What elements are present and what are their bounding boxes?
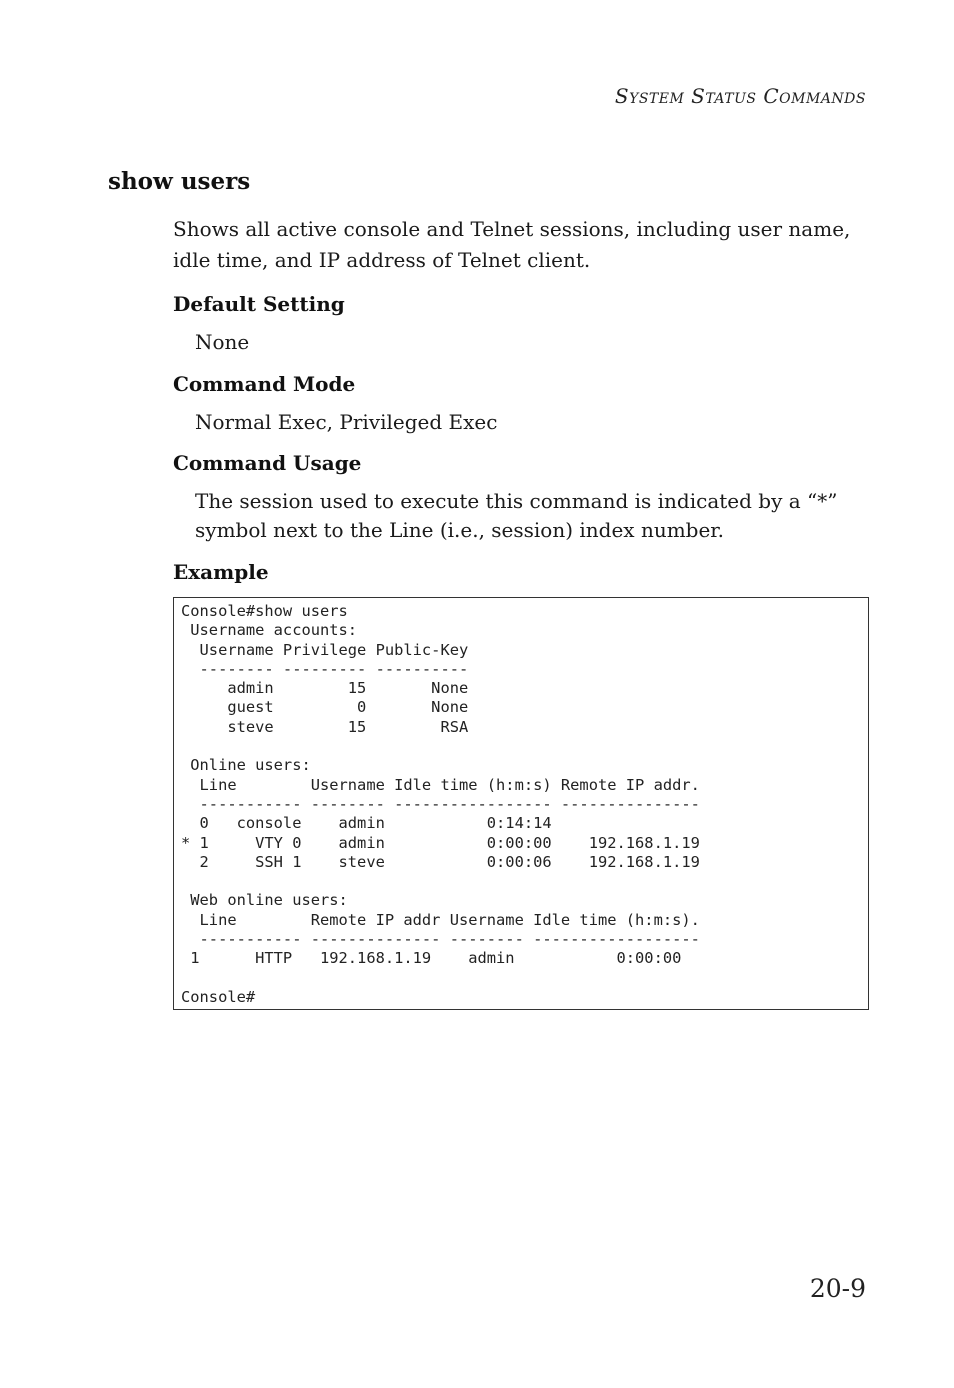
default-setting-heading: Default Setting <box>173 292 345 316</box>
code-example: Console#show users Username accounts: Username Privilege Public-Key -------- --------- ---------- admin 15 None guest 0 None steve 15 RSA Online users: Line Username Idle time (h:m:s) Remote IP addr. ----------- -------- ----------------- --------------- 0 console admin 0:14:14 * 1 VTY 0 admin 0:00:00 192.168.1.19 2 SSH 1 steve 0:00:06 192.168.1.19 Web online users: Line Remote IP addr Username Idle time (h:m:s). ----------- -------------- -------- ------------------ 1 HTTP 192.168.1.19 admin 0:00:00 Console# <box>181 602 700 1006</box>
running-header: System Status Commands <box>614 84 866 108</box>
page-number: 20-9 <box>809 1274 866 1303</box>
code-example-box <box>173 597 869 1010</box>
command-mode-heading: Command Mode <box>173 372 356 396</box>
default-setting-value: None <box>195 330 250 354</box>
section-description: Shows all active console and Telnet sessions, including user name, idle time, and IP address of Telnet client. <box>173 217 851 272</box>
command-mode-value: Normal Exec, Privileged Exec <box>195 410 498 434</box>
example-heading: Example <box>173 560 269 584</box>
command-usage-heading: Command Usage <box>173 451 362 475</box>
section-title: show users <box>108 168 251 195</box>
command-usage-value: The session used to execute this command is indicated by a “*” symbol next to the Line (i.e., session) index number. <box>195 489 838 542</box>
